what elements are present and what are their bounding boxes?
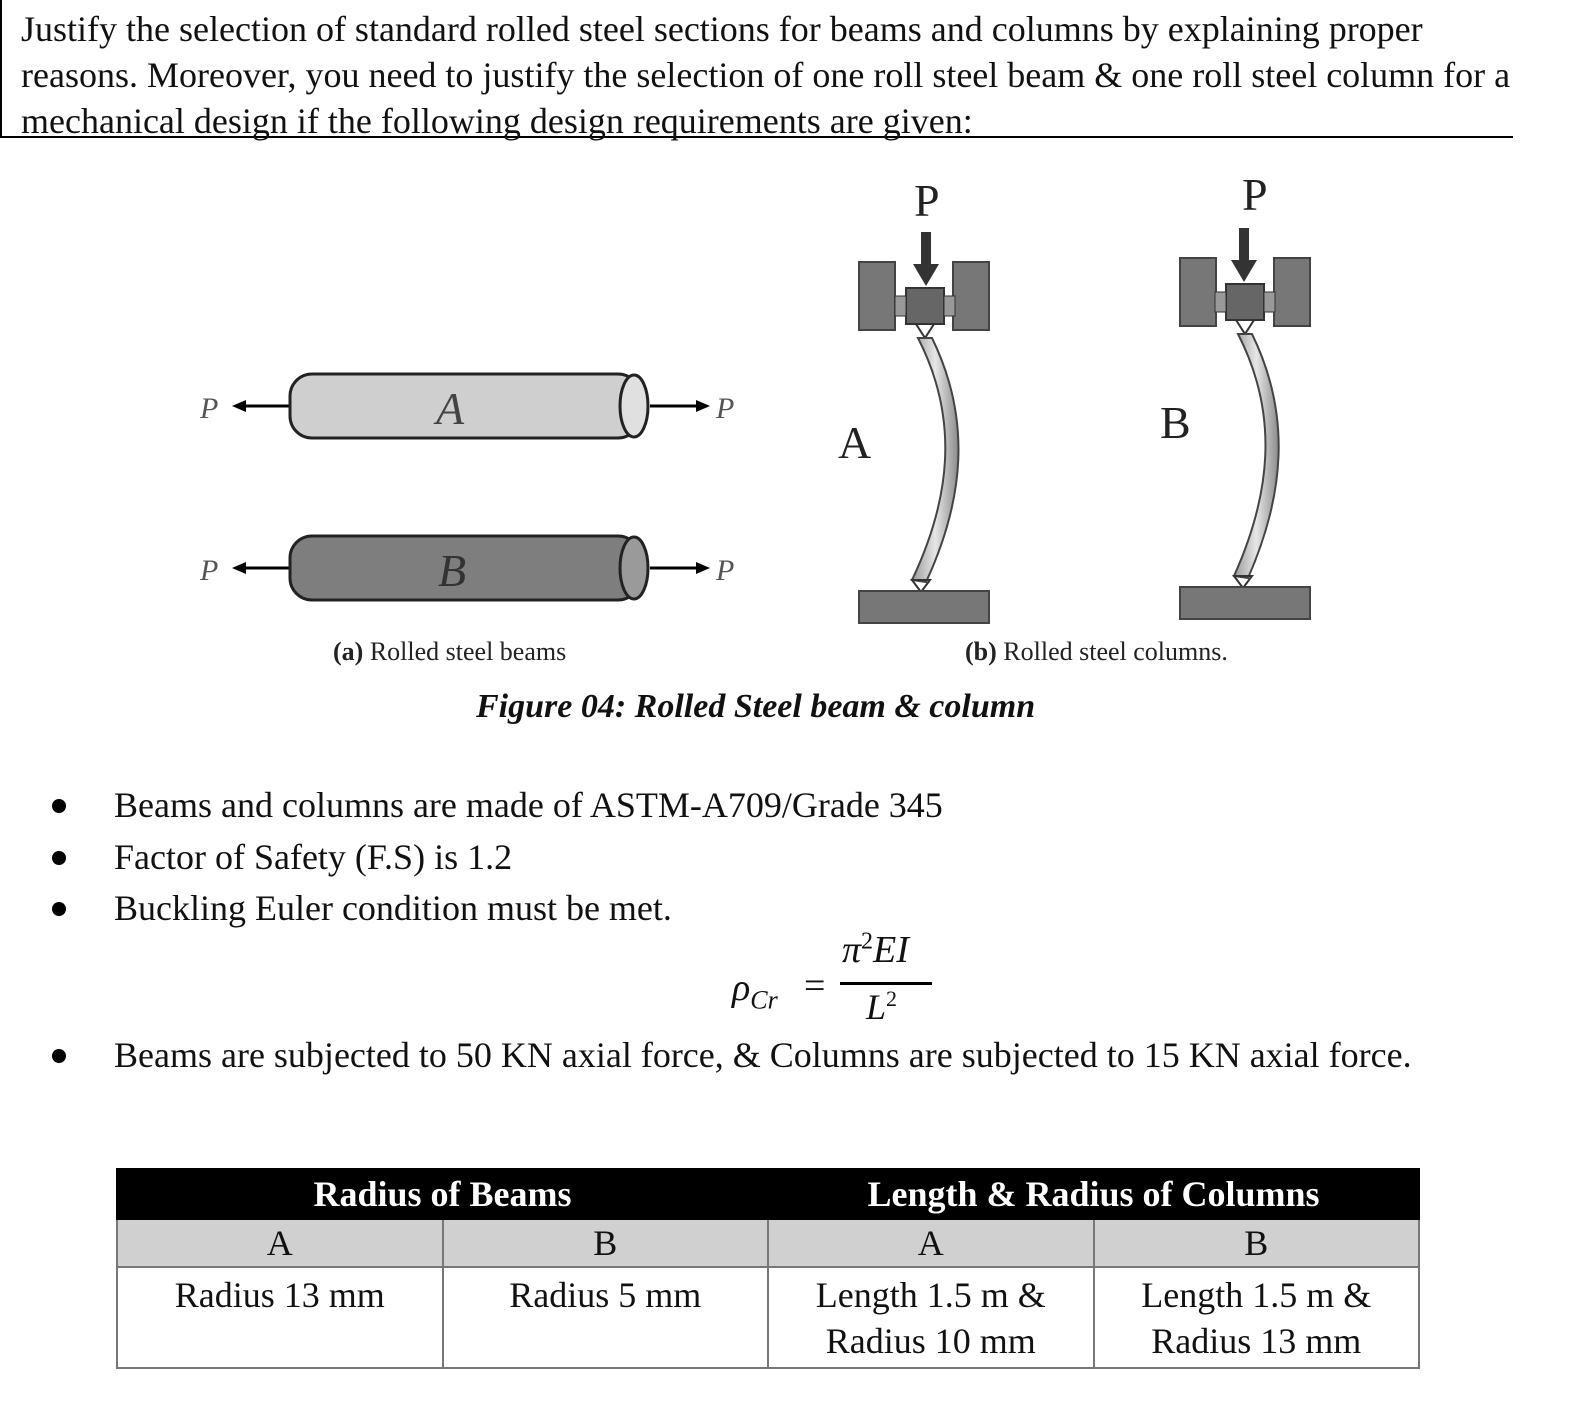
formula-denominator: $L^2$ [866,986,898,1027]
euler-buckling-formula [732,928,952,1028]
column-a-label: A [838,417,872,468]
requirement-safety-factor: Factor of Safety (F.S) is 1.2 [114,837,513,877]
question-intro-box [0,0,1513,141]
caption-b-text: Rolled steel columns. [1003,637,1228,666]
formula-equals: = [804,965,826,1007]
column-b-label: B [1160,397,1191,448]
bullet-icon [52,1049,66,1063]
figure-rolled-steel [0,150,1575,630]
dimensions-table [116,1168,1420,1369]
beam-b-force-right-label: P [716,554,735,587]
cell-beam-b: Radius 5 mm [443,1267,769,1368]
beam-b [199,536,734,600]
table-header-beams: Radius of Beams [117,1169,768,1219]
beam-a [199,374,734,438]
formula-lhs: $\rho_{Cr}$ [732,967,778,1015]
column-a-load-label: P [914,175,940,226]
beam-a-label: A [436,383,465,434]
table-subheader-beam-a: A [117,1219,443,1267]
beam-b-label: B [438,545,467,596]
column-b [1160,169,1310,619]
bullet-icon [52,902,66,916]
beam-a-force-right-label: P [716,392,735,425]
formula-fraction-bar [840,982,932,985]
column-b-load-label: P [1242,169,1268,220]
formula-numerator: $\pi^2EI$ [842,928,909,971]
bullet-icon [52,851,66,865]
requirement-buckling: Buckling Euler condition must be met. [114,888,672,928]
cell-column-a: Length 1.5 m & Radius 10 mm [768,1267,1094,1368]
beam-a-force-left-label: P [200,392,219,425]
table-header-columns: Length & Radius of Columns [768,1169,1419,1219]
caption-rolled-steel-columns [965,637,1228,667]
table-subheader-beam-b: B [443,1219,769,1267]
table-row [117,1267,1419,1368]
column-a [838,175,989,623]
figure-title: Figure 04: Rolled Steel beam & column [476,688,1036,725]
question-intro-text: Justify the selection of standard rolled steel sections for beams and columns by explaining proper reasons. Moreover, you need to justify the selection of one roll steel beam & one roll steel column for a mechanical design if the following design requirements are given: [21,9,1511,141]
caption-rolled-steel-beams [333,637,566,667]
cell-beam-a: Radius 13 mm [117,1267,443,1368]
table-subheader-column-a: A [768,1219,1094,1267]
table-subheader-column-b: B [1094,1219,1420,1267]
caption-b-letter: (b) [965,637,997,666]
caption-a-letter: (a) [333,637,364,666]
caption-a-text: Rolled steel beams [369,637,567,666]
cell-column-b: Length 1.5 m & Radius 13 mm [1094,1267,1420,1368]
requirement-axial-force: Beams are subjected to 50 KN axial force, & Columns are subjected to 15 KN axial force. [114,1035,1412,1075]
bullet-icon [52,799,66,813]
beam-b-force-left-label: P [200,554,219,587]
requirement-material: Beams and columns are made of ASTM-A709/Grade 345 [114,785,943,825]
